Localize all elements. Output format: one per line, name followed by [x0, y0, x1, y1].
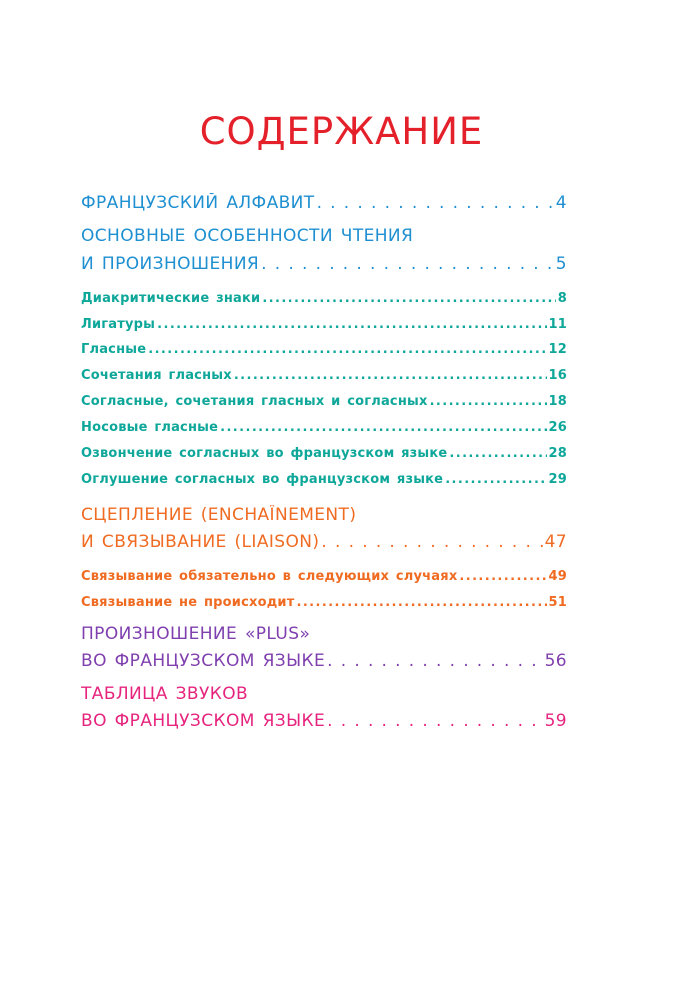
dot-leader	[220, 420, 546, 435]
toc-page-number: 5	[555, 254, 567, 274]
toc-section-title: И СВЯЗЫВАНИЕ (LIAISON)	[81, 532, 320, 552]
toc-page-number: 12	[548, 342, 567, 357]
toc-subitem-label: Связывание обязательно в следующих случаях	[81, 569, 458, 584]
dot-leader	[317, 193, 554, 213]
dot-leader	[321, 532, 542, 552]
dot-leader	[296, 595, 546, 610]
dot-leader	[157, 317, 546, 332]
toc-subitem-label: Озвончение согласных во французском языке	[81, 446, 448, 461]
toc-section-sounds[interactable]	[81, 711, 567, 731]
toc-page-number: 11	[548, 317, 567, 332]
toc-subitem[interactable]	[81, 472, 567, 487]
toc-subitem-label: Оглушение согласных во французском языке	[81, 472, 444, 487]
dot-leader	[430, 394, 547, 409]
dot-leader	[449, 446, 546, 461]
toc-page-number: 28	[548, 446, 567, 461]
toc-page-number: 29	[548, 472, 567, 487]
dot-leader	[261, 254, 554, 274]
toc-section-title: СЦЕПЛЕНИЕ (ENCHAÎNEMENT)	[81, 505, 357, 525]
dot-leader	[459, 569, 546, 584]
toc-subitem-label: Гласные	[81, 342, 147, 357]
toc-subitem-label: Лигатуры	[81, 317, 156, 332]
toc-page-number: 51	[548, 595, 567, 610]
toc-subitem-label: Связывание не происходит	[81, 595, 295, 610]
toc-subitem[interactable]	[81, 446, 567, 461]
toc-subitem[interactable]	[81, 291, 567, 306]
toc-page-number: 4	[555, 193, 567, 213]
toc-subitem[interactable]	[81, 595, 567, 610]
toc-section-reading-line1	[81, 226, 567, 246]
dot-leader	[148, 342, 546, 357]
toc-page-number: 8	[557, 291, 567, 306]
toc-page-number: 16	[548, 368, 567, 383]
page-title: СОДЕРЖАНИЕ	[199, 110, 484, 153]
toc-page-number: 26	[548, 420, 567, 435]
toc-section-title: И ПРОИЗНОШЕНИЯ	[81, 254, 260, 274]
toc-page-number: 56	[544, 651, 567, 671]
dot-leader	[327, 711, 542, 731]
toc-section-title: ВО ФРАНЦУЗСКОМ ЯЗЫКЕ	[81, 651, 326, 671]
toc-subitem-label: Носовые гласные	[81, 420, 219, 435]
toc-section-title: ФРАНЦУЗСКИЙ АЛФАВИТ	[81, 193, 315, 213]
toc-page-number: 47	[544, 532, 567, 552]
toc-page-number: 18	[548, 394, 567, 409]
toc-section-liaison[interactable]	[81, 532, 567, 552]
toc-section-reading[interactable]	[81, 254, 567, 274]
toc-subitem[interactable]	[81, 317, 567, 332]
toc-subitem[interactable]	[81, 368, 567, 383]
toc-page-number: 49	[548, 569, 567, 584]
toc-subitem-label: Сочетания гласных	[81, 368, 232, 383]
toc-subitem[interactable]	[81, 394, 567, 409]
toc-subitem-label: Диакритические знаки	[81, 291, 261, 306]
toc-section-liaison-line1	[81, 505, 567, 525]
toc-subitem-label: Согласные, сочетания гласных и согласных	[81, 394, 428, 409]
toc-section-title: ТАБЛИЦА ЗВУКОВ	[81, 684, 249, 704]
toc-section-title: ОСНОВНЫЕ ОСОБЕННОСТИ ЧТЕНИЯ	[81, 226, 414, 246]
toc-subitem[interactable]	[81, 420, 567, 435]
dot-leader	[262, 291, 555, 306]
toc-subitem[interactable]	[81, 342, 567, 357]
toc-subitem[interactable]	[81, 569, 567, 584]
dot-leader	[445, 472, 546, 487]
toc-section-sounds-line1	[81, 684, 567, 704]
toc-section-title: ПРОИЗНОШЕНИЕ «PLUS»	[81, 624, 311, 644]
toc-section-title: ВО ФРАНЦУЗСКОМ ЯЗЫКЕ	[81, 711, 326, 731]
toc-section-alphabet[interactable]	[81, 193, 567, 213]
toc-page-number: 59	[544, 711, 567, 731]
dot-leader	[234, 368, 547, 383]
toc-section-plus-line1	[81, 624, 567, 644]
dot-leader	[327, 651, 542, 671]
toc-section-plus[interactable]	[81, 651, 567, 671]
